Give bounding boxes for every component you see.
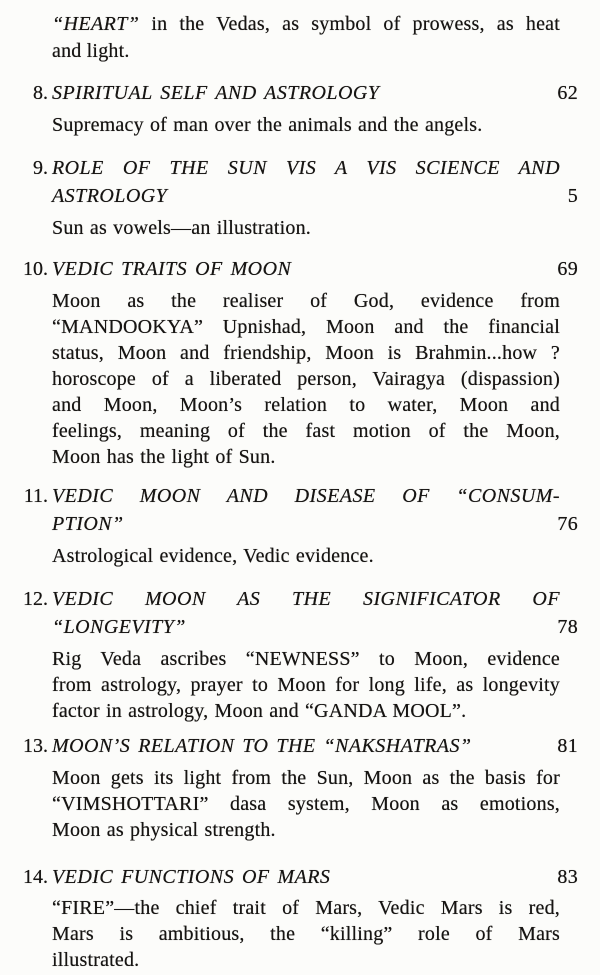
entry-number: 13. xyxy=(23,735,48,757)
text-line: “FIRE”—the chief trait of Mars, Vedic Mars is red, xyxy=(52,897,560,919)
continuation-italic-lead: “HEART” xyxy=(52,13,140,35)
entry-description xyxy=(52,646,560,724)
text-line: status, Moon and friendship, Moon is Brahmin...how ? xyxy=(52,342,560,364)
toc-entry-9 xyxy=(6,154,578,241)
entry-head xyxy=(6,154,578,210)
text-line: “LONGEVITY” xyxy=(52,616,186,638)
text-line: Supremacy of man over the animals and the angels. xyxy=(52,114,483,136)
entry-number: 12. xyxy=(23,588,48,610)
entry-page-number: 69 xyxy=(557,258,578,280)
entry-title xyxy=(52,154,560,210)
text-line: VEDIC MOON AND DISEASE OF “CONSUM- xyxy=(52,485,560,507)
entry-head xyxy=(6,79,578,107)
entry-number: 11. xyxy=(23,485,48,507)
text-line: SPIRITUAL SELF AND ASTROLOGY xyxy=(52,82,380,104)
entry-description xyxy=(52,215,560,241)
text-line: Moon gets its light from the Sun, Moon as the basis for xyxy=(52,767,560,789)
toc-entry-8 xyxy=(6,79,578,138)
entry-title xyxy=(52,863,560,891)
text-line: “MANDOOKYA” Upnishad, Moon and the financial xyxy=(52,316,560,338)
toc-entry-10 xyxy=(6,255,578,470)
entry-head xyxy=(6,585,578,641)
text-line: ASTROLOGY xyxy=(52,185,168,207)
text-line: and Moon, Moon’s relation to water, Moon and xyxy=(52,394,560,416)
entry-number: 14. xyxy=(23,866,48,888)
continuation-line-1-rest: in the Vedas, as symbol of prowess, as heat xyxy=(139,13,560,35)
continuation-line-2: and light. xyxy=(52,40,130,62)
entry-head xyxy=(6,732,578,760)
toc-entry-11 xyxy=(6,482,578,569)
entry-page-number: 76 xyxy=(557,513,578,535)
text-line: illustrated. xyxy=(52,949,140,971)
toc-entry-12 xyxy=(6,585,578,724)
entry-number: 9. xyxy=(33,157,48,179)
entry-page-number: 5 xyxy=(567,185,578,207)
entry-head xyxy=(6,255,578,283)
entry-page-number: 62 xyxy=(557,82,578,104)
entry-description xyxy=(52,288,560,470)
text-line: ROLE OF THE SUN VIS A VIS SCIENCE AND xyxy=(52,157,560,179)
entry-title xyxy=(52,482,560,538)
continuation-paragraph xyxy=(52,11,560,65)
text-line: MOON’S RELATION TO THE “NAKSHATRAS” xyxy=(52,735,472,757)
text-line: horoscope of a liberated person, Vairagya (dispassion) xyxy=(52,368,560,390)
toc-entry-14 xyxy=(6,863,578,973)
text-line: Rig Veda ascribes “NEWNESS” to Moon, evidence xyxy=(52,648,560,670)
entry-title xyxy=(52,732,560,760)
text-line: VEDIC TRAITS OF MOON xyxy=(52,258,292,280)
toc-entry-13 xyxy=(6,732,578,843)
text-line: from astrology, prayer to Moon for long life, as longevity xyxy=(52,674,560,696)
entry-description xyxy=(52,112,560,138)
text-line: Astrological evidence, Vedic evidence. xyxy=(52,545,374,567)
entry-page-number: 83 xyxy=(557,866,578,888)
entry-title xyxy=(52,585,560,641)
text-line: Moon has the light of Sun. xyxy=(52,446,276,468)
entry-head xyxy=(6,482,578,538)
entry-page-number: 81 xyxy=(557,735,578,757)
entry-description xyxy=(52,543,560,569)
text-line: factor in astrology, Moon and “GANDA MOOL”. xyxy=(52,700,467,722)
text-line: Sun as vowels—an illustration. xyxy=(52,217,311,239)
entry-number: 10. xyxy=(23,258,48,280)
entry-number: 8. xyxy=(33,82,48,104)
entry-description xyxy=(52,895,560,973)
text-line: PTION” xyxy=(52,513,124,535)
entry-title xyxy=(52,255,560,283)
text-line: “VIMSHOTTARI” dasa system, Moon as emotions, xyxy=(52,793,560,815)
entry-page-number: 78 xyxy=(557,616,578,638)
text-line: Mars is ambitious, the “killing” role of Mars xyxy=(52,923,560,945)
text-line: VEDIC FUNCTIONS OF MARS xyxy=(52,866,331,888)
entry-title xyxy=(52,79,560,107)
entry-head xyxy=(6,863,578,891)
text-line: VEDIC MOON AS THE SIGNIFICATOR OF xyxy=(52,588,560,610)
entry-description xyxy=(52,765,560,843)
text-line: feelings, meaning of the fast motion of the Moon, xyxy=(52,420,560,442)
text-line: Moon as physical strength. xyxy=(52,819,276,841)
continuation-line-1 xyxy=(52,11,560,38)
text-line: Moon as the realiser of God, evidence from xyxy=(52,290,560,312)
